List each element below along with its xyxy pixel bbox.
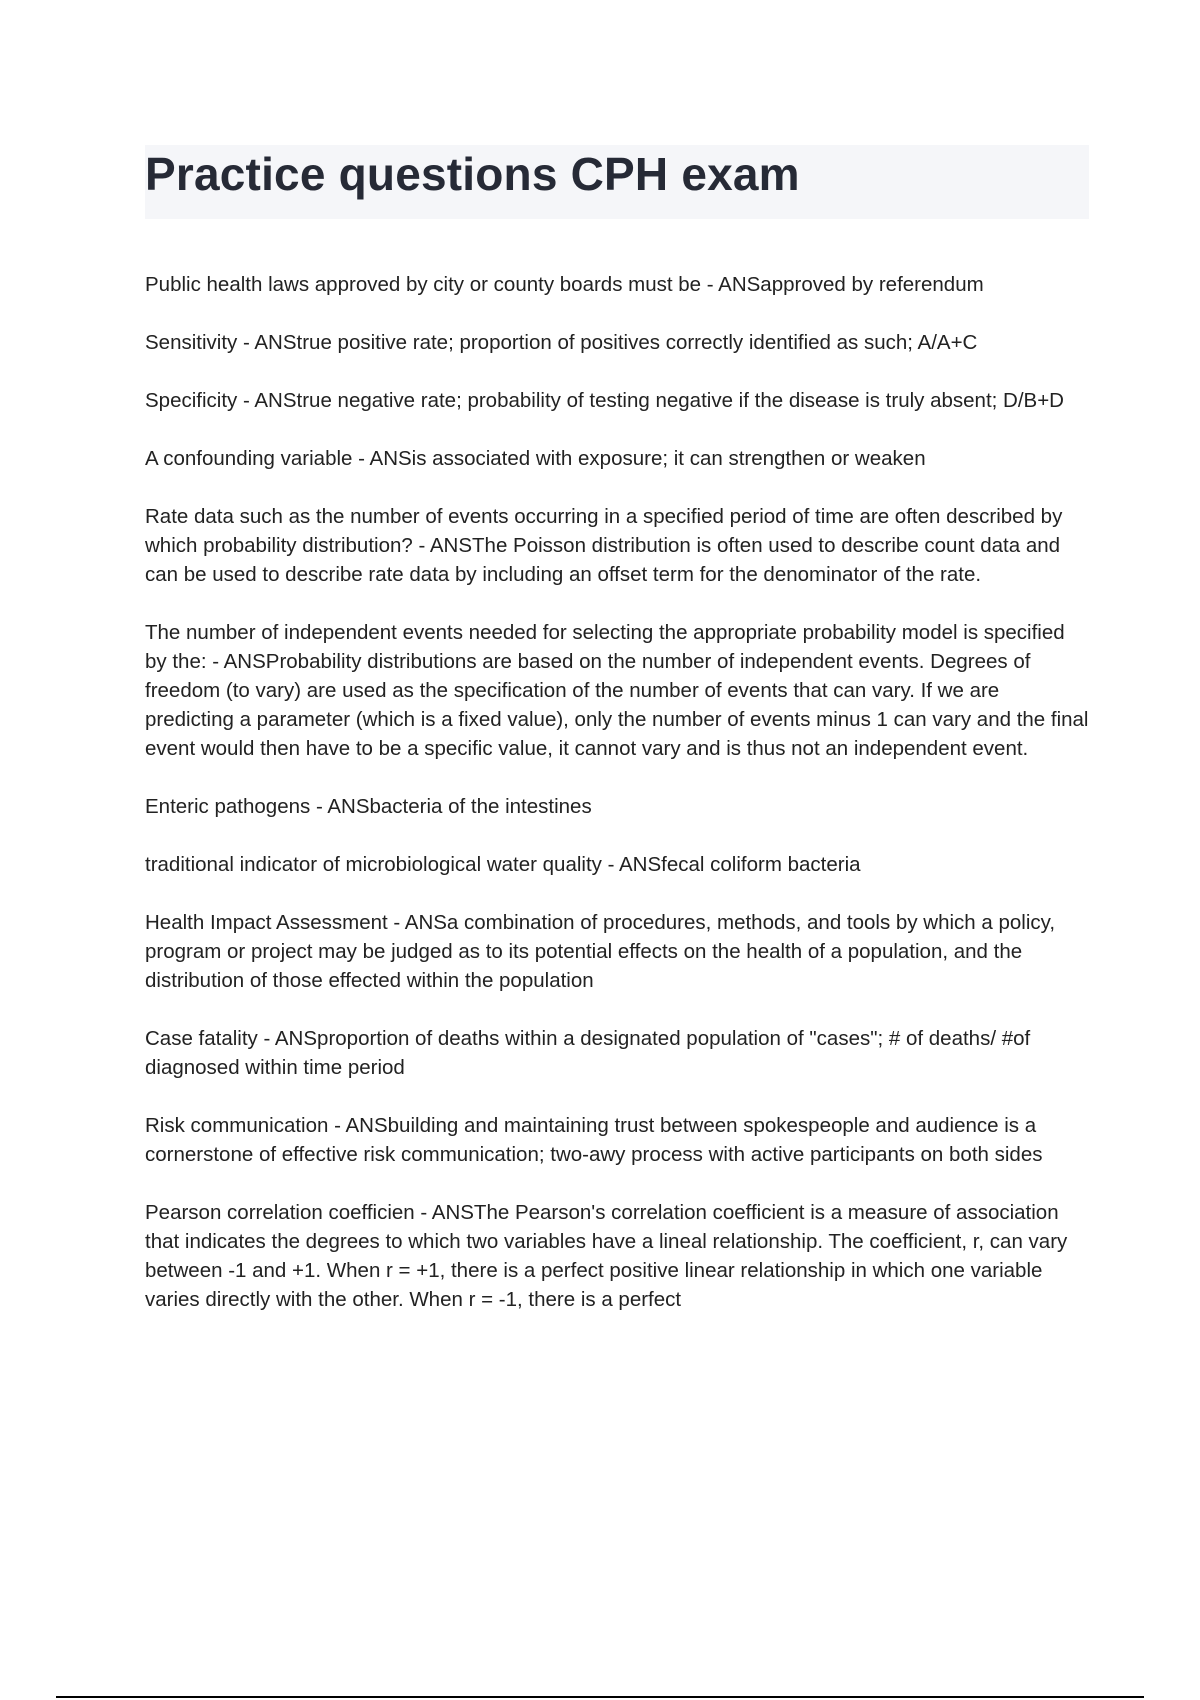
question-item: A confounding variable - ANSis associated with exposure; it can strengthen or weaken <box>145 447 926 470</box>
question-item: traditional indicator of microbiological water quality - ANSfecal coliform bacteria <box>145 853 861 876</box>
question-item: Risk communication - ANSbuilding and maintaining trust between spokespeople and audience is a cornerstone of effective risk communication; two-awy process with active participants on both sides <box>145 1114 1043 1166</box>
question-item: The number of independent events needed for selecting the appropriate probability model is specified by the: - ANSProbability distributions are based on the number of independent events. Degrees of freedom (to vary) are used as the specification of the number of events that can vary. If we are predicting a parameter (which is a fixed value), only the number of events minus 1 can vary and the final event would then have to be a specific value, it cannot vary and is thus not an independent event. <box>145 621 1089 760</box>
question-list <box>145 270 1090 1343</box>
question-item: Case fatality - ANSproportion of deaths within a designated population of "cases"; # of deaths/ #of diagnosed within time period <box>145 1027 1031 1079</box>
page-title: Practice questions CPH exam <box>145 148 800 200</box>
question-item: Health Impact Assessment - ANSa combination of procedures, methods, and tools by which a policy, program or project may be judged as to its potential effects on the health of a population, and the distribution of those effected within the population <box>145 911 1056 992</box>
question-item: Specificity - ANStrue negative rate; probability of testing negative if the disease is truly absent; D/B+D <box>145 389 1064 412</box>
question-item: Pearson correlation coefficien - ANSThe Pearson's correlation coefficient is a measure of association that indicates the degrees to which two variables have a lineal relationship. The coefficient, r, can vary between -1 and +1. When r = +1, there is a perfect positive linear relationship in which one variable varies directly with the other. When r = -1, there is a perfect <box>145 1201 1068 1311</box>
question-item: Sensitivity - ANStrue positive rate; proportion of positives correctly identified as such; A/A+C <box>145 331 978 354</box>
page-bottom-divider <box>56 1696 1144 1698</box>
question-item: Public health laws approved by city or county boards must be - ANSapproved by referendum <box>145 273 984 296</box>
question-item: Rate data such as the number of events occurring in a specified period of time are often described by which probability distribution? - ANSThe Poisson distribution is often used to describe count data and can be used to describe rate data by including an offset term for the denominator of the rate. <box>145 505 1063 586</box>
question-item: Enteric pathogens - ANSbacteria of the intestines <box>145 795 592 818</box>
